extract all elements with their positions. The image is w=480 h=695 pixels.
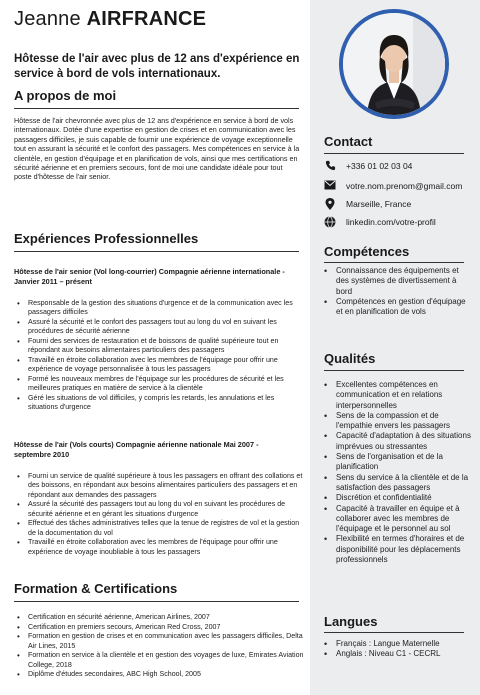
phone-number[interactable]: +336 01 02 03 04 (346, 161, 413, 171)
profile-photo (339, 9, 449, 119)
job-2-bullets (14, 472, 304, 557)
contact-heading: Contact (324, 134, 373, 149)
contact-email (324, 180, 474, 194)
list-item: • Responsable de la gestion des situations d'urgence et de la communication avec les passagers difficiles (14, 299, 304, 318)
list-item: • Sens du service à la clientèle et de la satisfaction des passagers (322, 473, 472, 494)
list-item: • Capacité d'adaptation à des situations imprévues ou stressantes (322, 431, 472, 452)
phone-icon (324, 160, 336, 172)
formation-divider (14, 601, 299, 602)
list-item: • Formé les nouveaux membres de l'équipage sur les procédures de sécurité et les meilleures pratiques en matière de service à la clientèle (14, 375, 304, 394)
list-item: • Certification en premiers secours, American Red Cross, 2007 (14, 623, 304, 632)
photo-backdrop (343, 13, 445, 115)
contact-phone (324, 160, 474, 174)
location-text: Marseille, France (346, 199, 412, 209)
formation-list (14, 613, 304, 680)
list-item: • Flexibilité en termes d'horaires et de disponibilité pour les déplacements professionnels (322, 534, 472, 565)
last-name: AIRFRANCE (86, 8, 207, 30)
list-item: • Fourni des services de restauration et de boissons de qualité supérieure tout en répondant aux besoins alimentaires particuliers des passagers (14, 337, 304, 356)
skills-divider (324, 262, 464, 263)
list-item: • Capacité à travailler en équipe et à collaborer avec les membres de l'équipage et le personnel au sol (322, 504, 472, 535)
envelope-icon (324, 180, 336, 192)
list-item: • Discrétion et confidentialité (322, 493, 472, 503)
experience-divider (14, 251, 299, 252)
qualities-heading: Qualités (324, 351, 376, 366)
languages-list (322, 639, 472, 660)
portrait-illustration (343, 13, 445, 115)
job-title-1: Hôtesse de l'air senior (Vol long-courrier) Compagnie aérienne internationale - Janvier 2011 – présent (14, 267, 285, 286)
experience-heading: Expériences Professionnelles (14, 231, 199, 246)
about-heading: A propos de moi (14, 88, 117, 103)
list-item: • Fourni un service de qualité supérieure à tous les passagers en offrant des collations et des boissons, en répondant aux besoins alimentaires particuliers des passagers et en répondant aux demandes des passagers (14, 472, 304, 500)
list-item: • Assuré la sécurité des passagers tout au long du vol en suivant les procédures de sécurité aérienne et en gérant les situations d'urgence (14, 500, 304, 519)
linkedin-url[interactable]: linkedin.com/votre-profil (346, 217, 436, 227)
list-item: • Certification en sécurité aérienne, American Airlines, 2007 (14, 613, 304, 622)
globe-icon (324, 216, 336, 228)
list-item: • Géré les situations de vol difficiles, y compris les retards, les annulations et les situations d'urgence (14, 394, 304, 413)
list-item: • Anglais : Niveau C1 - CECRL (322, 649, 472, 659)
list-item: • Travaillé en étroite collaboration avec les membres de l'équipage pour offrir une expérience de voyage inoubliable à tous les passagers (14, 538, 304, 557)
candidate-name (14, 8, 206, 31)
list-item: • Sens de la compassion et de l'empathie envers les passagers (322, 411, 472, 432)
tagline: Hôtesse de l'air avec plus de 12 ans d'expérience en service à bord de vols internationaux. (14, 53, 300, 80)
skills-list (322, 266, 472, 317)
list-item: • Formation en service à la clientèle et en gestion des voyages de luxe, Emirates Aviation College, 2018 (14, 651, 304, 670)
location-pin-icon (324, 198, 336, 210)
list-item: • Connaissance des équipements et des systèmes de divertissement à bord (322, 266, 472, 297)
skills-heading: Compétences (324, 244, 410, 259)
job-1-bullets (14, 299, 304, 413)
languages-heading: Langues (324, 614, 378, 629)
list-item: • Assuré la sécurité et le confort des passagers tout au long du vol en suivant les procédures de sécurité aérienne (14, 318, 304, 337)
list-item: • Effectué des tâches administratives telles que la tenue de registres de vol et la gestion de la documentation du vol (14, 519, 304, 538)
about-text: Hôtesse de l'air chevronnée avec plus de 12 ans d'expérience en service à bord de vols internationaux. Dotée d'une expertise en gestion de crises et en communication avec les passagers difficiles, je suis capable de fournir une expérience de voyage exceptionnelle tout en assurant la sécurité et le confort des passagers. Mes compétences en service à la clientèle, en gestion d'équipage et en planification de vols, ainsi que mes certifications en sécurité aérienne et en premiers secours, font de moi une candidate idéale pour tout poste d'hôtesse de l'air senior. (14, 116, 300, 182)
languages-divider (324, 632, 464, 633)
contact-divider (324, 153, 464, 154)
qualities-list (322, 380, 472, 565)
qualities-divider (324, 370, 464, 371)
list-item: • Compétences en gestion d'équipage et en planification de vols (322, 297, 472, 318)
list-item: • Formation en gestion de crises et en communication avec les passagers difficiles, Delta Air Lines, 2015 (14, 632, 304, 651)
email-address[interactable]: votre.nom.prenom@gmail.com (346, 181, 463, 191)
list-item: • Sens de l'organisation et de la planification (322, 452, 472, 473)
list-item: • Travaillé en étroite collaboration avec les membres de l'équipage pour offrir une expérience de voyage personnalisée à tous les passagers (14, 356, 304, 375)
about-divider (14, 108, 299, 109)
list-item: • Diplôme d'études secondaires, ABC High School, 2005 (14, 670, 304, 679)
list-item: • Excellentes compétences en communication et en relations interpersonnelles (322, 380, 472, 411)
first-name: Jeanne (14, 8, 81, 30)
formation-heading: Formation & Certifications (14, 581, 178, 596)
contact-linkedin (324, 216, 474, 230)
job-title-2: Hôtesse de l'air (Vols courts) Compagnie aérienne nationale Mai 2007 - septembre 2010 (14, 440, 259, 459)
list-item: • Français : Langue Maternelle (322, 639, 472, 649)
contact-location (324, 198, 474, 212)
